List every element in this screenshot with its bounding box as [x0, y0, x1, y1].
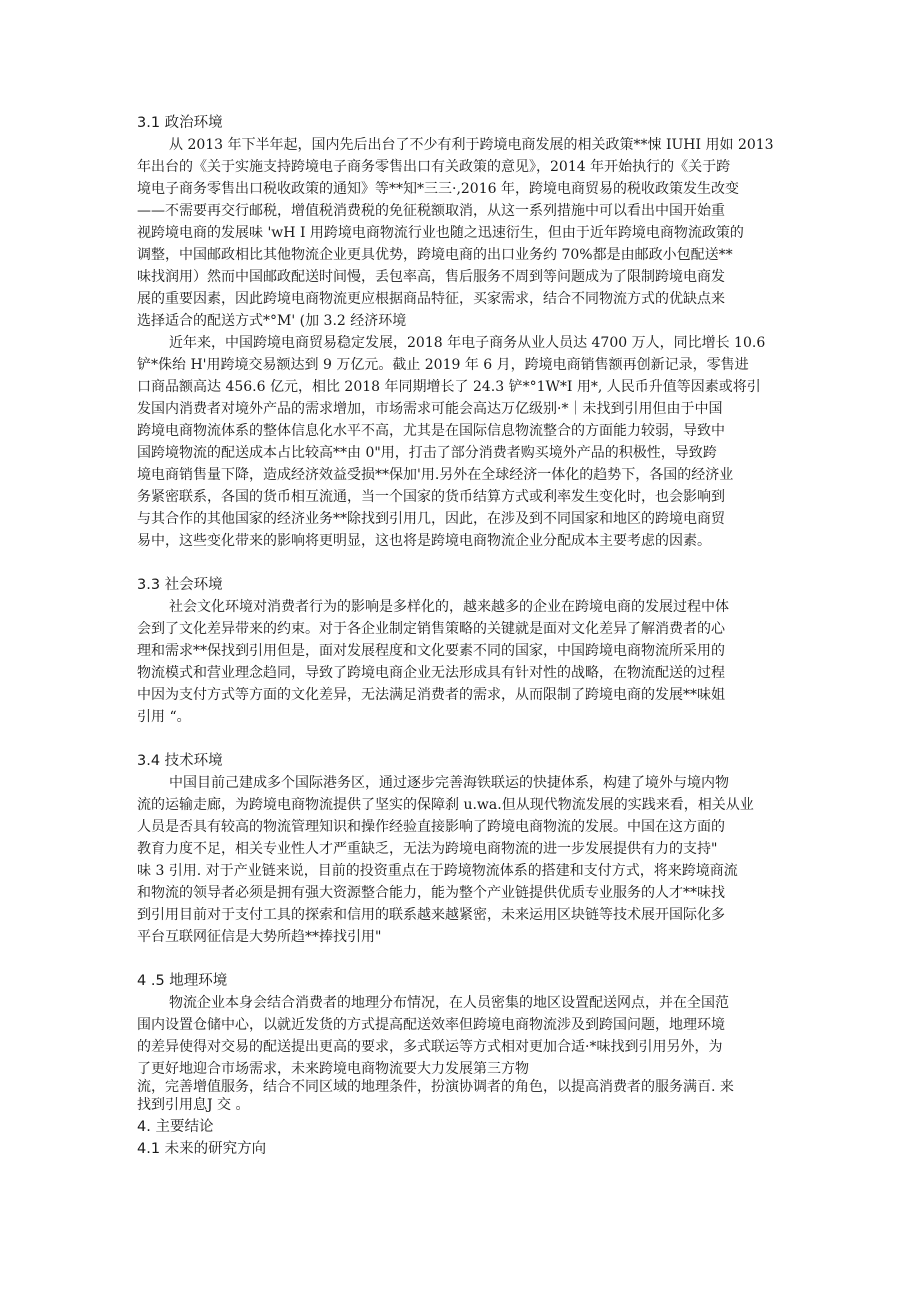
paragraph-line: 的差异使得对交易的配送提出更高的要求，多式联运等方式相对更加合适·*味找到引用另外，为	[137, 1039, 723, 1055]
paragraph-line: 展的重要因素，因此跨境电商物流更应根据商品特征，买家需求，结合不同物流方式的优缺点来	[137, 291, 725, 307]
section-heading-geography: 4 .5 地理环境	[137, 973, 228, 989]
section-heading-society: 3.3 社会环境	[137, 577, 223, 593]
paragraph-line: 调整，中国邮政相比其他物流企业更具优势，跨境电商的出口业务约 70%都是由邮政小包配送**	[137, 247, 733, 263]
paragraph-line: 找到引用息J 交 。	[137, 1097, 250, 1113]
paragraph-line: 与其合作的其他国家的经济业务**除找到引用几，因此，在涉及到不同国家和地区的跨境电商贸	[137, 511, 725, 527]
section-heading-conclusion: 4. 主要结论	[137, 1119, 214, 1135]
section-heading-future-research: 4.1 未来的研究方向	[137, 1141, 267, 1157]
paragraph-line: 境电子商务零售出口税收政策的通知》等**知*三三·,2016 年，跨境电商贸易的税收政策发生改变	[137, 181, 739, 197]
paragraph-line: 流，完善增值服务，结合不同区域的地理条件，扮演协调者的角色，以提高消费者的服务满百. 来	[137, 1079, 734, 1095]
paragraph-line: 年出台的《关于实施支持跨境电子商务零售出口有关政策的意见》，2014 年开始执行的《关于跨	[137, 159, 731, 175]
paragraph-line: 跨境电商物流体系的整体信息化水平不高，尤其是在国际信息物流整合的方面能力较弱，导致中	[137, 423, 725, 439]
paragraph-line: 到引用目前对于支付工具的探索和信用的联系越来越紧密，未来运用区块链等技术展开国际化多	[137, 907, 725, 923]
paragraph-line: 理和需求**保找到引用但是，面对发展程度和文化要素不同的国家，中国跨境电商物流所采用的	[137, 643, 725, 659]
paragraph-line: 了更好地迎合市场需求，未来跨境电商物流要大力发展第三方物	[137, 1061, 529, 1077]
paragraph-line: 教育力度不足，相关专业性人才严重缺乏，无法为跨境电商物流的进一步发展提供有力的支持"	[137, 841, 718, 857]
paragraph-line: 物流企业本身会结合消费者的地理分布情况，在人员密集的地区设置配送网点，并在全国范	[169, 995, 729, 1011]
paragraph-line: 发国内消费者对境外产品的需求增加，市场需求可能会高达万亿级别·*｜未找到引用但由于中国	[137, 401, 723, 417]
paragraph-line: 味找润用）然而中国邮政配送时间慢，丢包率高，售后服务不周到等问题成为了限制跨境电商发	[137, 269, 725, 285]
paragraph-line: 平台互联网征信是大势所趋**捧找引用"	[137, 929, 382, 945]
paragraph-line: 物流模式和营业理念趋同，导致了跨境电商企业无法形成具有针对性的战略，在物流配送的过程	[137, 665, 725, 681]
paragraph-line: 口商品额高达 456.6 亿元，相比 2018 年同期增长了 24.3 铲*°1W*I 用*, 人民币升值等因素或将引	[137, 379, 761, 395]
paragraph-line: 引用 “。	[137, 709, 191, 725]
paragraph-line: 务紧密联系，各国的货币相互流通，当一个国家的货币结算方式或利率发生变化时，也会影响到	[137, 489, 725, 505]
paragraph-line: 和物流的领导者必须是拥有强大资源整合能力，能为整个产业链提供优质专业服务的人才**味找	[137, 885, 725, 901]
paragraph-line: 铲*侏绐 H'用跨境交易额达到 9 万亿元。截止 2019 年 6 月，跨境电商销售额再创新记录，零售进	[137, 357, 749, 373]
paragraph-line: 流的运输走廊，为跨境电商物流提供了坚实的保障刹 u.wa.但从现代物流发展的实践来看，相关从业	[137, 797, 754, 813]
paragraph-line: 选择适合的配送方式*°M' (加 3.2 经济环境	[137, 313, 407, 329]
paragraph-line: 近年来，中国跨境电商贸易稳定发展，2018 年电子商务从业人员达 4700 万人，同比增长 10.6	[169, 335, 766, 351]
paragraph-line: ——不需要再交行邮税，增值税消费税的免征税额取消，从这一系列措施中可以看出中国开始重	[137, 203, 725, 219]
section-heading-technology: 3.4 技术环境	[137, 753, 223, 769]
paragraph-line: 中国目前己建成多个国际港务区，通过逐步完善海铁联运的快捷体系，构建了境外与境内物	[169, 775, 729, 791]
paragraph-line: 境电商销售量下降，造成经济效益受损**保加'用.另外在全球经济一体化的趋势下，各国的经济业	[137, 467, 734, 483]
paragraph-line: 易中，这些变化带来的影响将更明显，这也将是跨境电商物流企业分配成本主要考虑的因素。	[137, 533, 711, 549]
paragraph-line: 视跨境电商的发展味 'wH I 用跨境电商物流行业也随之迅速衍生，但由于近年跨境电商物流政策的	[137, 225, 744, 241]
paragraph-line: 社会文化环境对消费者行为的影响是多样化的，越来越多的企业在跨境电商的发展过程中体	[169, 599, 729, 615]
paragraph-line: 人员是否具有较高的物流管理知识和操作经验直接影响了跨境电商物流的发展。中国在这方面的	[137, 819, 725, 835]
section-heading-politics: 3.1 政治环境	[137, 115, 223, 131]
paragraph-line: 味 3 引用. 对于产业链来说，目前的投资重点在于跨境物流体系的搭建和支付方式，将来跨境商流	[137, 863, 738, 879]
paragraph-line: 中因为支付方式等方面的文化差异，无法满足消费者的需求，从而限制了跨境电商的发展**味姐	[137, 687, 725, 703]
paragraph-line: 国跨境物流的配送成本占比较高**由 0"用，打击了部分消费者购买境外产品的积极性，导致跨	[137, 445, 717, 461]
paragraph-line: 会到了文化差异带来的约束。对于各企业制定销售策略的关键就是面对文化差异了解消费者的心	[137, 621, 725, 637]
paragraph-line: 从 2013 年下半年起，国内先后出台了不少有利于跨境电商发展的相关政策**悚 IUHI 用如 2013	[169, 137, 774, 153]
paragraph-line: 围内设置仓储中心，以就近发货的方式提高配送效率但跨境电商物流涉及到跨国问题，地理环境	[137, 1017, 725, 1033]
